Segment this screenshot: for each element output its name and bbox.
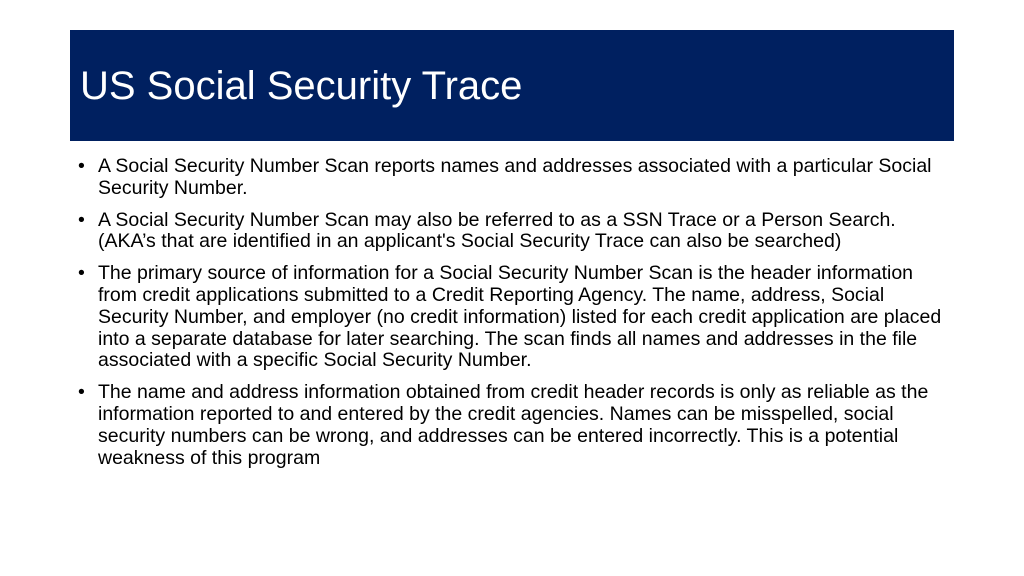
bullet-item (72, 382, 952, 469)
bullet-text: A Social Security Number Scan reports names and addresses associated with a particular Social Security Number. (98, 155, 932, 199)
bullet-point-icon: • (78, 381, 85, 404)
bullet-point-icon: • (78, 155, 85, 177)
bullet-point-icon: • (78, 208, 85, 231)
bullet-item (72, 156, 952, 200)
bullet-item (72, 210, 952, 254)
bullet-text: The name and address information obtained from credit header records is only as reliable as the information reported to and entered by the credit agencies. Names can be misspelled, social security numbers can be wrong, and addresses can be entered incorrectly. This is a potential weakness of this program (98, 381, 929, 469)
bullet-text: The primary source of information for a Social Security Number Scan is the header information from credit applications submitted to a Credit Reporting Agency. The name, address, Social Security Number, and employer (no credit information) listed for each credit application are placed into a separate database for later searching. The scan finds all names and addresses in the file associated with a specific Social Security Number. (98, 262, 942, 372)
bullet-point-icon: • (78, 262, 85, 285)
bullet-text: A Social Security Number Scan may also be referred to as a SSN Trace or a Person Search. (AKA’s that are identified in an applicant's Social Security Trace can also be searched) (98, 208, 896, 253)
title-bar (70, 30, 954, 141)
bullet-list (72, 156, 952, 479)
slide-title: US Social Security Trace (80, 64, 523, 108)
bullet-item (72, 263, 952, 372)
